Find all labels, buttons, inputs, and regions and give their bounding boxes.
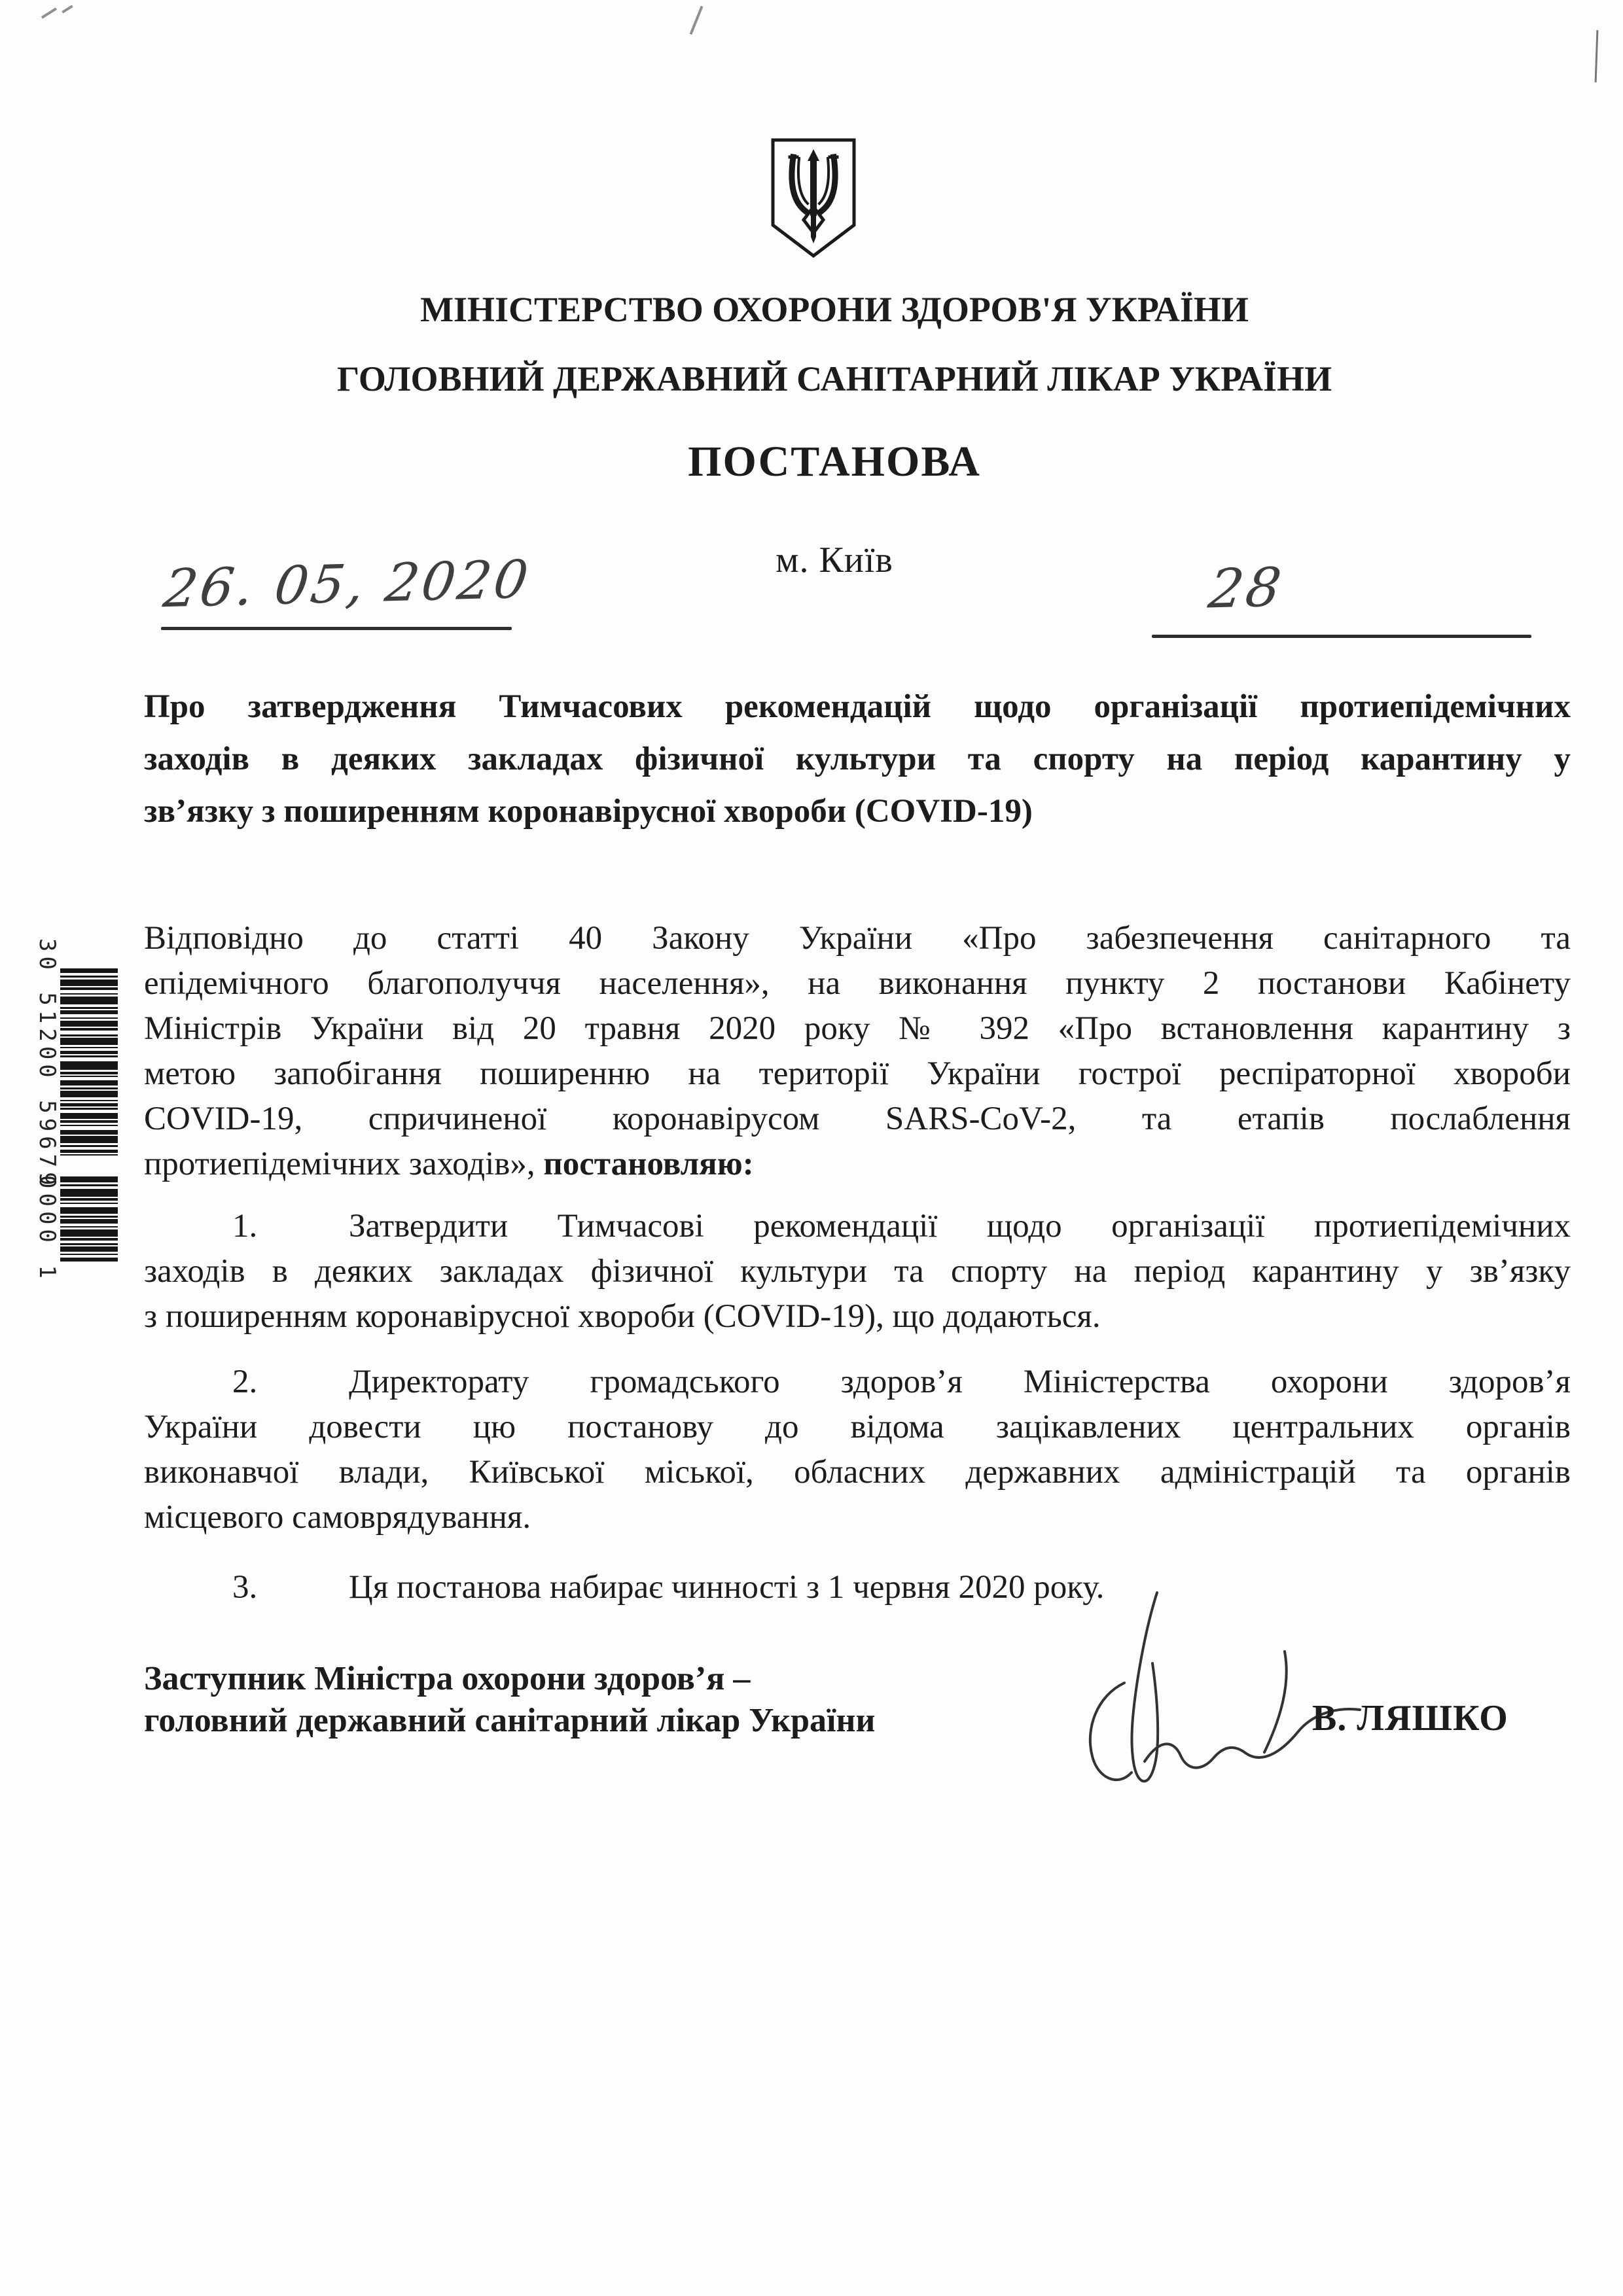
preamble-paragraph xyxy=(144,916,1571,1187)
decree-verb: постановляю: xyxy=(543,1146,754,1182)
document-title xyxy=(144,680,1571,838)
body-line: місцевого самоврядування. xyxy=(144,1499,531,1536)
signature-scribble xyxy=(1047,1583,1387,1806)
number-underline xyxy=(1152,635,1531,638)
city-label: м. Київ xyxy=(776,540,893,580)
decree-item-2 xyxy=(144,1360,1571,1540)
decree-item-1 xyxy=(144,1204,1571,1339)
title-line: заходів в деяких закладах фізичної культури та спорту на період карантину у xyxy=(144,741,1571,777)
barcode-bars-group2 xyxy=(60,1176,118,1267)
signer-position-line: Заступник Міністра охорони здоров’я – xyxy=(144,1660,751,1697)
body-line xyxy=(144,1142,1571,1187)
body-line: з поширенням коронавірусної хвороби (COVID-19), що додаються. xyxy=(144,1298,1101,1335)
body-line: виконавчої влади, Київської міської, обласних державних адміністрацій та органів xyxy=(144,1454,1571,1491)
body-line: 3. Ця постанова набирає чинності з 1 червня 2020 року. xyxy=(144,1565,1571,1610)
body-line: України довести цю постанову до відома зацікавлених центральних органів xyxy=(144,1409,1571,1445)
body-line: Відповідно до статті 40 Закону України «Про забезпечення санітарного та xyxy=(144,920,1571,957)
barcode-digits-group1: 30 51200 59679 xyxy=(34,938,60,1190)
body-line: 1. Затвердити Тимчасові рекомендації щодо організації протиепідемічних xyxy=(144,1204,1571,1249)
barcode-bars-group1 xyxy=(60,968,118,1159)
body-line: COVID-19, спричиненої коронавірусом SARS-CoV-2, та етапів послаблення xyxy=(144,1101,1571,1137)
body-line: 2. Директорату громадського здоров’я Міністерства охорони здоров’я xyxy=(144,1360,1571,1405)
document-type: ПОСТАНОВА xyxy=(688,438,981,486)
body-line: заходів в деяких закладах фізичної культури та спорту на період карантину у зв’язку xyxy=(144,1253,1571,1290)
handwritten-doc-number: 28 xyxy=(1205,556,1287,621)
preamble-tail: протиепідемічних заходів», xyxy=(144,1146,544,1182)
body-line: епідемічного благополуччя населення», на виконання пункту 2 постанови Кабінету xyxy=(144,965,1571,1002)
ministry-name: МІНІСТЕРСТВО ОХОРОНИ ЗДОРОВ'Я УКРАЇНИ xyxy=(420,290,1249,329)
scan-artifact xyxy=(41,7,57,18)
body-line: Міністрів України від 20 травня 2020 року № 392 «Про встановлення карантину з xyxy=(144,1010,1571,1047)
barcode-digits-group2: 0000 1 xyxy=(34,1175,60,1283)
scan-artifact xyxy=(1595,30,1599,82)
title-line: Про затвердження Тимчасових рекомендацій щодо організації протиепідемічних xyxy=(144,688,1571,725)
item-number: 2. xyxy=(232,1364,258,1400)
ukraine-trident-emblem-icon xyxy=(770,137,857,259)
signer-name: В. ЛЯШКО xyxy=(1312,1698,1508,1739)
date-underline xyxy=(161,627,512,630)
item-number: 1. xyxy=(232,1208,258,1245)
scan-artifact xyxy=(62,5,73,14)
item-number: 3. xyxy=(232,1569,258,1606)
authority-name: ГОЛОВНИЙ ДЕРЖАВНИЙ САНІТАРНИЙ ЛІКАР УКРАЇНИ xyxy=(336,359,1332,398)
handwritten-date: 26. 05, 2020 xyxy=(160,548,535,620)
signer-position-line: головний державний санітарний лікар України xyxy=(144,1702,876,1739)
scan-artifact xyxy=(690,6,704,35)
title-line: зв’язку з поширенням коронавірусної хвороби (COVID-19) xyxy=(144,793,1033,830)
signer-position xyxy=(144,1658,995,1742)
body-line: метою запобігання поширенню на території України гострої респіраторної хвороби xyxy=(144,1055,1571,1092)
